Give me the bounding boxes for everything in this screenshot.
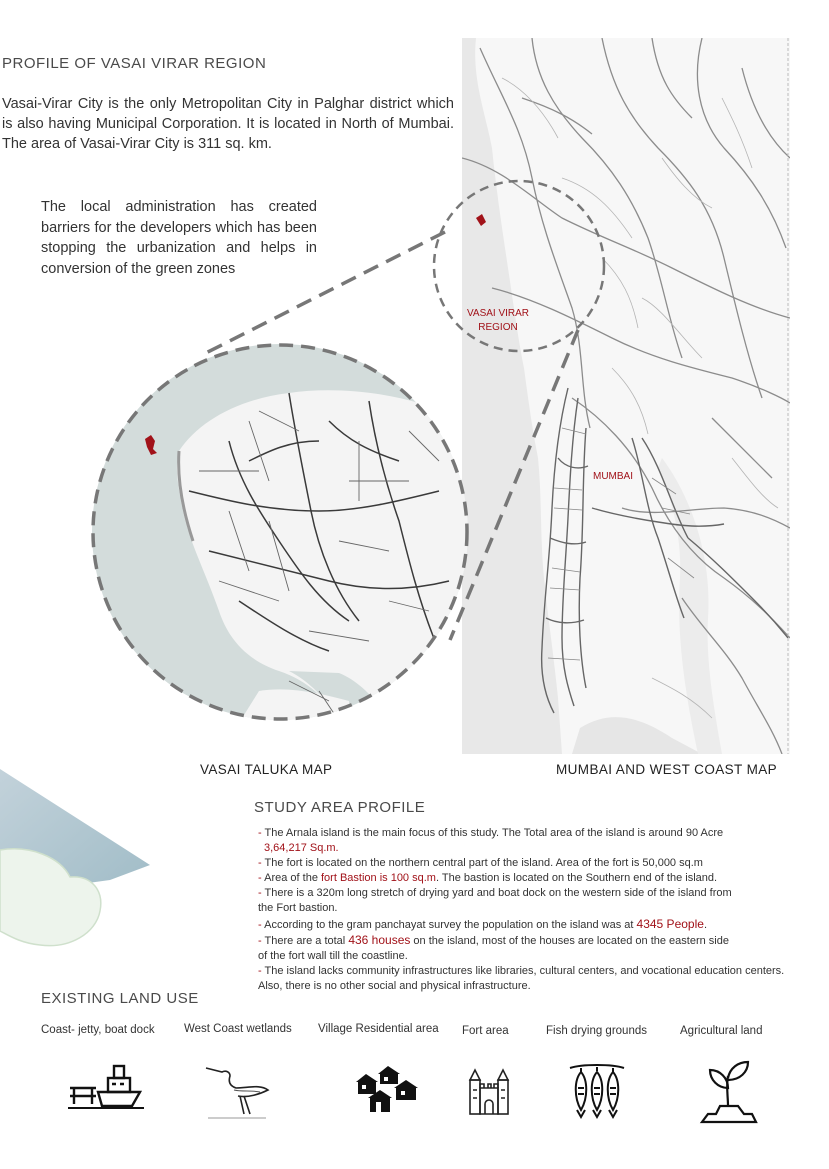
barrier-note: The local administration has created barriers for the developers which has been stopping the urbanization and helps in conversion of the green zones (41, 199, 317, 277)
list-item: - The Arnala island is the main focus of this study. The Total area of the island is around 90 Acre 3,64,217 Sq.m. (258, 827, 724, 855)
list-item: - There is a 320m long stretch of drying yard and boat dock on the western side of the island from the Fort bastion. (258, 887, 732, 915)
land-use-title: EXISTING LAND USE (41, 990, 199, 1007)
list-item: - Area of the fort Bastion is 100 sq.m. The bastion is located on the Southern end of the island. (258, 872, 718, 885)
list-item: - According to the gram panchayat survey the population on the island was at 4345 People. (258, 916, 707, 931)
sprout-icon (698, 1058, 758, 1126)
vasai-virar-region-label: VASAI VIRAR REGION (466, 308, 530, 333)
vasai-taluka-map (89, 341, 471, 723)
heron-icon (204, 1060, 272, 1120)
mumbai-label: MUMBAI (593, 471, 633, 482)
list-item: - There are a total 436 houses on the island, most of the houses are located on the eastern side of the fort wall till the coastline. (258, 932, 729, 962)
land-use-label-fish: Fish drying grounds (546, 1025, 647, 1037)
houses-icon (354, 1066, 420, 1114)
land-use-label-fort: Fort area (462, 1025, 509, 1037)
land-use-label-wetlands: West Coast wetlands (184, 1023, 292, 1035)
study-area-title: STUDY AREA PROFILE (254, 799, 426, 816)
land-use-label-jetty: Coast- jetty, boat dock (41, 1024, 155, 1036)
vasai-taluka-map-caption: VASAI TALUKA MAP (200, 762, 333, 777)
list-item: - The fort is located on the northern central part of the island. Area of the fort is 50,000 sq.m (258, 857, 703, 870)
list-item: - The island lacks community infrastructures like libraries, cultural centers, and vocational education centers. Also, there is no other social and physical infrastructure. (258, 964, 785, 992)
mumbai-map-caption: MUMBAI AND WEST COAST MAP (556, 762, 778, 777)
study-area-list (258, 826, 786, 994)
land-use-label-agriculture: Agricultural land (680, 1025, 763, 1037)
land-use-label-residential: Village Residential area (318, 1023, 439, 1035)
fort-icon (466, 1066, 512, 1116)
page-title: PROFILE OF VASAI VIRAR REGION (2, 55, 267, 72)
hanging-fish-icon (568, 1062, 626, 1120)
boat-dock-icon (68, 1058, 144, 1110)
intro-paragraph: Vasai-Virar City is the only Metropolitan City in Palghar district which is also having Municipal Corporation. It is located in North of Mumbai. The area of Vasai-Virar City is 311 sq. km. (2, 96, 454, 152)
watercolor-decoration (0, 765, 160, 955)
